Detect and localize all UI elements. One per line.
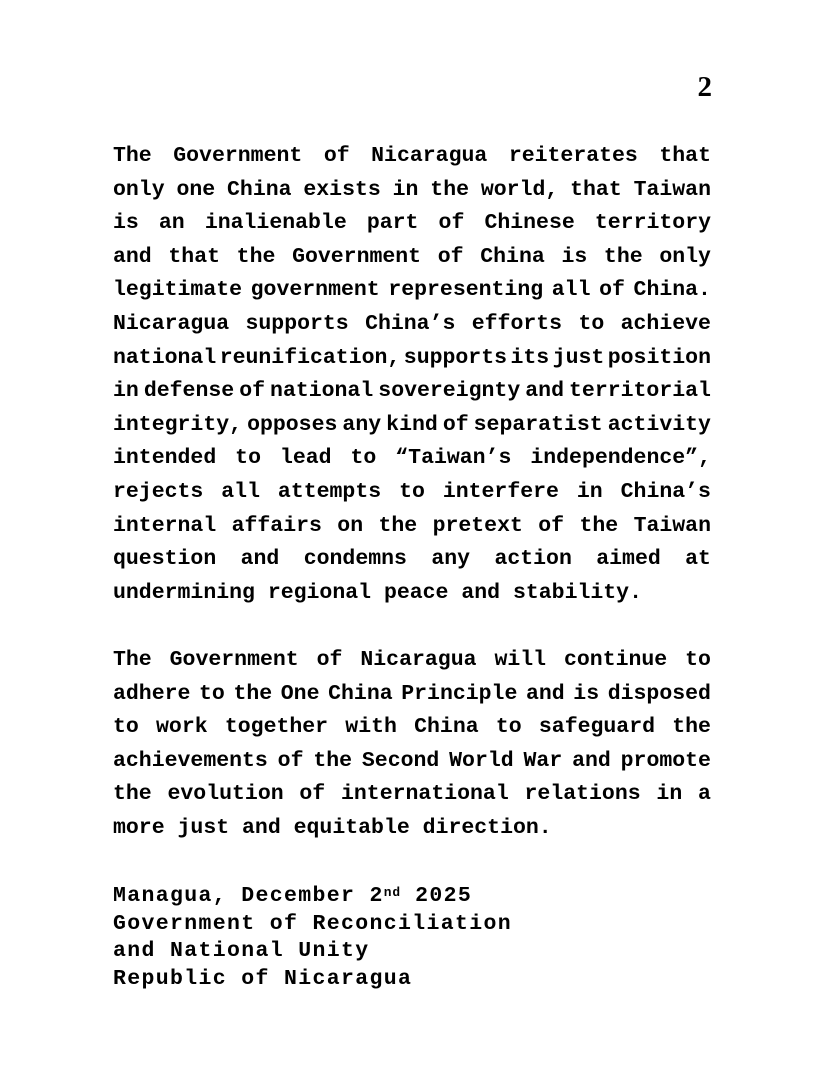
word: at (685, 547, 711, 572)
word: opposes (247, 412, 338, 437)
word: the (313, 748, 353, 773)
word: to (578, 311, 605, 336)
signature-date-year: 2025 (400, 884, 473, 909)
word: aimed (596, 547, 661, 572)
word: lead (279, 446, 332, 471)
text-line (113, 241, 711, 275)
word: China (414, 715, 479, 740)
word: is (113, 211, 139, 236)
word: together (224, 715, 329, 740)
word: China (227, 177, 292, 202)
word: action (494, 547, 572, 572)
word: Second (361, 748, 440, 773)
text-line (113, 510, 711, 544)
word: of (538, 513, 565, 538)
word: representing (388, 278, 544, 303)
word: in (656, 782, 683, 807)
word: of (437, 244, 464, 269)
word: intended (113, 446, 217, 471)
paragraphs (113, 140, 711, 845)
word: condemns (303, 547, 407, 572)
word: of (299, 782, 326, 807)
text-line (113, 711, 711, 745)
word: international (341, 782, 509, 807)
word: and (572, 748, 611, 773)
word: of (239, 379, 266, 404)
word: national (113, 345, 217, 370)
word: in (392, 177, 419, 202)
word: independence”, (530, 446, 711, 471)
word: Nicaragua (360, 647, 477, 672)
word: legitimate (113, 278, 243, 303)
word: China (480, 244, 545, 269)
word: an (158, 211, 185, 236)
word: Government (169, 647, 299, 672)
word: is (561, 244, 588, 269)
word: continue (563, 647, 668, 672)
word: kind (386, 412, 438, 437)
word: China’s (620, 479, 711, 504)
signature-date-line (113, 879, 711, 910)
signature-line: Government of Reconciliation (113, 911, 513, 936)
text-line (113, 543, 711, 577)
word: safeguard (538, 715, 656, 740)
word: achievements (113, 748, 268, 773)
word: Nicaragua (371, 144, 488, 168)
signature-date-text: Managua, December 2 (113, 884, 384, 909)
word: all (221, 479, 260, 504)
word: of (277, 748, 304, 773)
word: efforts (471, 311, 563, 336)
word: is (573, 681, 600, 706)
word: the (672, 715, 711, 740)
word: that (168, 244, 220, 269)
word: exists (303, 177, 381, 202)
word: any (342, 412, 382, 437)
text-line (113, 442, 711, 476)
word: of (316, 647, 343, 672)
word: One (280, 681, 320, 706)
word: any (431, 547, 471, 572)
word: of (442, 412, 469, 437)
text-line (113, 375, 711, 409)
word: with (345, 715, 397, 740)
text-line (113, 409, 711, 443)
word: and (240, 547, 280, 572)
word: to (685, 647, 711, 672)
page-number: 2 (697, 71, 712, 103)
word: the (233, 681, 273, 706)
signature-date-ordinal: nd (383, 885, 401, 901)
word: will (494, 647, 547, 672)
word: Principle (401, 681, 518, 706)
word: Chinese (484, 211, 575, 236)
word: the (603, 244, 643, 269)
text-line (113, 207, 711, 241)
word: World (449, 748, 514, 773)
word: defense (143, 379, 235, 404)
word: inalienable (204, 211, 347, 236)
word: part (366, 211, 419, 236)
word: China (328, 681, 393, 706)
word: achieve (620, 311, 711, 336)
word: evolution (167, 782, 284, 807)
word: position (607, 345, 711, 370)
signature-line: Republic of Nicaragua (113, 966, 413, 991)
word: relations (524, 782, 641, 807)
text-line: more just and equitable direction. (113, 815, 552, 840)
word: just (552, 345, 605, 370)
word: China. (633, 278, 711, 303)
text-line (113, 678, 711, 712)
word: interfere (442, 479, 559, 504)
text-line (113, 778, 711, 812)
word: of (599, 278, 625, 303)
word: Taiwan (633, 513, 711, 538)
word: all (551, 278, 591, 303)
word: government (250, 278, 380, 303)
word: the (236, 244, 276, 269)
word: The (113, 647, 152, 672)
word: only (113, 177, 165, 202)
word: The (113, 144, 152, 168)
word: the (378, 513, 418, 538)
signature-line: and National Unity (113, 939, 370, 964)
text-line: undermining regional peace and stability. (113, 580, 642, 605)
word: to (350, 446, 377, 471)
word: promote (620, 748, 711, 773)
word: rejects (113, 479, 204, 504)
word: that (659, 144, 711, 168)
text-line (113, 342, 711, 376)
word: work (156, 715, 208, 740)
word: to (399, 479, 425, 504)
word: Government (173, 144, 303, 168)
word: of (323, 144, 350, 168)
word: national (270, 379, 374, 404)
word: the (430, 177, 470, 202)
text-line (113, 476, 711, 510)
text-line (113, 174, 711, 208)
word: on (337, 513, 364, 538)
word: of (438, 211, 465, 236)
word: to (199, 681, 225, 706)
word: supports (403, 345, 508, 370)
word: world, (480, 177, 559, 202)
signature-block (113, 879, 711, 993)
text-line (113, 745, 711, 779)
word: internal (113, 513, 217, 538)
word: in (113, 379, 139, 404)
word: the (579, 513, 619, 538)
word: territory (594, 211, 711, 236)
word: the (113, 782, 152, 807)
word: to (495, 715, 522, 740)
word: integrity, (113, 412, 243, 437)
paragraph (113, 140, 711, 610)
word: Nicaragua (113, 311, 230, 336)
word: War (523, 748, 563, 773)
word: reunification, (219, 345, 401, 370)
word: pretext (432, 513, 523, 538)
word: and (525, 379, 564, 404)
word: and (113, 244, 152, 269)
word: and (525, 681, 565, 706)
word: China’s (365, 311, 456, 336)
word: a (698, 782, 711, 807)
word: that (570, 177, 622, 202)
word: disposed (607, 681, 711, 706)
document-body (113, 140, 711, 993)
word: sovereignty (378, 379, 521, 404)
word: separatist (473, 412, 603, 437)
text-line (113, 140, 711, 174)
word: question (113, 547, 217, 572)
word: one (176, 177, 216, 202)
paragraph (113, 644, 711, 846)
word: supports (245, 311, 349, 336)
text-line (113, 274, 711, 308)
word: Government (292, 244, 422, 269)
word: affairs (231, 513, 322, 538)
word: territorial (569, 379, 711, 404)
word: adhere (113, 681, 191, 706)
text-line (113, 308, 711, 342)
word: “Taiwan’s (395, 446, 512, 471)
text-line (113, 644, 711, 678)
word: reiterates (508, 144, 638, 168)
word: activity (607, 412, 711, 437)
word: in (576, 479, 603, 504)
word: to (235, 446, 261, 471)
word: only (659, 244, 711, 269)
word: its (510, 345, 550, 370)
word: to (113, 715, 139, 740)
word: attempts (277, 479, 382, 504)
word: Taiwan (633, 177, 711, 202)
